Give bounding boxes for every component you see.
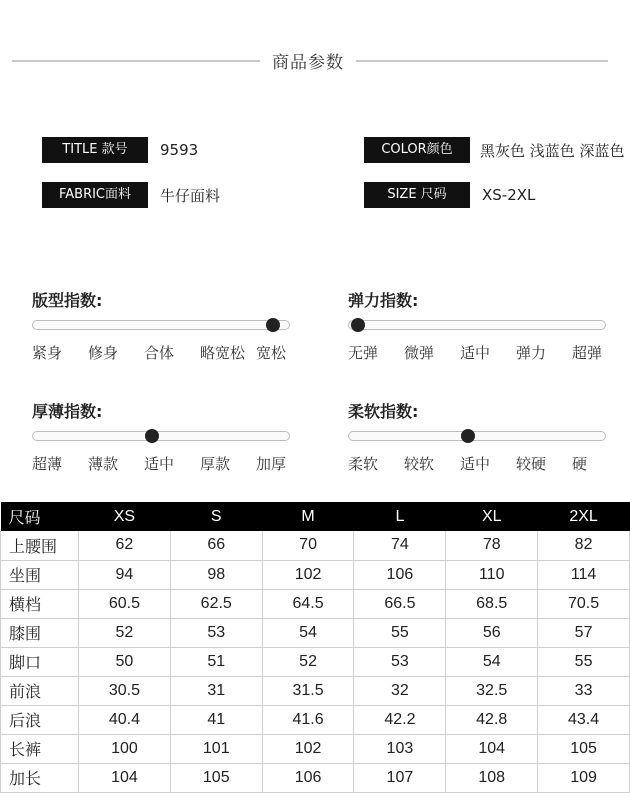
table-row	[1, 734, 630, 763]
header-cell: M	[262, 502, 354, 531]
row-label: 横档	[1, 589, 79, 618]
title-value: 9593	[160, 141, 199, 159]
table-cell: 98	[170, 560, 262, 589]
softness-label: 较硬	[516, 455, 547, 473]
thickness-label: 适中	[144, 455, 175, 473]
thickness-label: 加厚	[256, 455, 287, 473]
size-table-header	[1, 502, 630, 531]
table-cell: 55	[354, 618, 446, 647]
section-title: 商品参数	[272, 53, 344, 73]
table-cell: 104	[79, 763, 171, 792]
thickness-scale	[32, 399, 294, 473]
elasticity-label: 无弹	[348, 344, 379, 362]
table-cell: 110	[446, 560, 538, 589]
header-cell: 尺码	[1, 502, 79, 531]
table-cell: 55	[538, 647, 630, 676]
table-cell: 54	[446, 647, 538, 676]
elasticity-label: 适中	[460, 344, 491, 362]
table-cell: 53	[170, 618, 262, 647]
elasticity-scale-track	[348, 320, 606, 330]
elasticity-scale	[348, 288, 610, 362]
table-cell: 51	[170, 647, 262, 676]
fit-label: 紧身	[32, 344, 63, 362]
table-cell: 52	[262, 647, 354, 676]
thickness-scale-track	[32, 431, 290, 441]
table-row	[1, 618, 630, 647]
softness-scale-track	[348, 431, 606, 441]
table-cell: 68.5	[446, 589, 538, 618]
table-cell: 41	[170, 705, 262, 734]
thickness-label: 超薄	[32, 455, 63, 473]
divider-right	[356, 60, 608, 62]
softness-label: 较软	[404, 455, 435, 473]
table-row	[1, 589, 630, 618]
table-cell: 31.5	[262, 676, 354, 705]
table-cell: 82	[538, 531, 630, 560]
table-cell: 32.5	[446, 676, 538, 705]
elasticity-label: 微弹	[404, 344, 435, 362]
table-cell: 32	[354, 676, 446, 705]
param-fabric	[42, 182, 220, 208]
table-cell: 56	[446, 618, 538, 647]
table-cell: 114	[538, 560, 630, 589]
size-tag: SIZE 尺码	[364, 182, 470, 208]
table-row	[1, 676, 630, 705]
table-cell: 52	[79, 618, 171, 647]
row-label: 上腰围	[1, 531, 79, 560]
table-cell: 62.5	[170, 589, 262, 618]
row-label: 长裤	[1, 734, 79, 763]
table-cell: 74	[354, 531, 446, 560]
size-value: XS-2XL	[482, 186, 536, 204]
param-color	[364, 137, 625, 163]
table-cell: 31	[170, 676, 262, 705]
fit-label: 宽松	[256, 344, 287, 362]
header-cell: XL	[446, 502, 538, 531]
fit-label: 合体	[144, 344, 175, 362]
elasticity-label: 弹力	[516, 344, 547, 362]
table-cell: 57	[538, 618, 630, 647]
table-cell: 70	[262, 531, 354, 560]
row-label: 脚口	[1, 647, 79, 676]
fabric-value: 牛仔面料	[160, 186, 221, 205]
table-cell: 94	[79, 560, 171, 589]
table-cell: 104	[446, 734, 538, 763]
param-title	[42, 137, 198, 163]
row-label: 坐围	[1, 560, 79, 589]
table-cell: 103	[354, 734, 446, 763]
table-cell: 106	[354, 560, 446, 589]
softness-label: 柔软	[348, 455, 379, 473]
table-row	[1, 763, 630, 792]
fit-label: 修身	[88, 344, 119, 362]
header-cell: 2XL	[538, 502, 630, 531]
table-row	[1, 705, 630, 734]
table-cell: 41.6	[262, 705, 354, 734]
table-cell: 101	[170, 734, 262, 763]
table-cell: 66	[170, 531, 262, 560]
fit-scale-knob	[266, 318, 280, 332]
softness-scale	[348, 399, 610, 473]
row-label: 后浪	[1, 705, 79, 734]
elasticity-label: 超弹	[572, 344, 603, 362]
table-cell: 33	[538, 676, 630, 705]
table-row	[1, 560, 630, 589]
table-cell: 66.5	[354, 589, 446, 618]
table-cell: 102	[262, 734, 354, 763]
table-cell: 64.5	[262, 589, 354, 618]
fit-scale	[32, 288, 294, 362]
table-cell: 70.5	[538, 589, 630, 618]
elasticity-scale-knob	[351, 318, 365, 332]
fit-scale-title: 版型指数:	[32, 291, 103, 310]
header-cell: S	[170, 502, 262, 531]
elasticity-scale-title: 弹力指数:	[348, 291, 419, 310]
table-cell: 100	[79, 734, 171, 763]
softness-scale-title: 柔软指数:	[348, 402, 419, 421]
table-cell: 105	[170, 763, 262, 792]
color-tag: COLOR颜色	[364, 137, 470, 163]
thickness-scale-knob	[145, 429, 159, 443]
table-cell: 42.2	[354, 705, 446, 734]
table-cell: 50	[79, 647, 171, 676]
softness-label: 硬	[572, 455, 588, 473]
row-label: 前浪	[1, 676, 79, 705]
table-cell: 106	[262, 763, 354, 792]
table-cell: 102	[262, 560, 354, 589]
table-cell: 108	[446, 763, 538, 792]
fabric-tag: FABRIC面料	[42, 182, 148, 208]
fit-label: 略宽松	[200, 344, 246, 362]
softness-scale-knob	[461, 429, 475, 443]
table-row	[1, 531, 630, 560]
header-cell: XS	[79, 502, 171, 531]
softness-label: 适中	[460, 455, 491, 473]
color-value: 黑灰色 浅蓝色 深蓝色	[480, 141, 625, 160]
table-cell: 60.5	[79, 589, 171, 618]
thickness-scale-title: 厚薄指数:	[32, 402, 103, 421]
divider-left	[12, 60, 260, 62]
table-row	[1, 647, 630, 676]
table-cell: 40.4	[79, 705, 171, 734]
table-cell: 78	[446, 531, 538, 560]
table-cell: 62	[79, 531, 171, 560]
table-cell: 53	[354, 647, 446, 676]
size-table	[0, 502, 630, 793]
table-cell: 42.8	[446, 705, 538, 734]
fit-scale-track	[32, 320, 290, 330]
section-header	[0, 48, 630, 72]
header-cell: L	[354, 502, 446, 531]
thickness-label: 厚款	[200, 455, 231, 473]
table-cell: 105	[538, 734, 630, 763]
row-label: 加长	[1, 763, 79, 792]
thickness-label: 薄款	[88, 455, 119, 473]
table-cell: 107	[354, 763, 446, 792]
row-label: 膝围	[1, 618, 79, 647]
param-size	[364, 182, 535, 208]
table-cell: 54	[262, 618, 354, 647]
table-cell: 30.5	[79, 676, 171, 705]
table-cell: 109	[538, 763, 630, 792]
title-tag: TITLE 款号	[42, 137, 148, 163]
table-cell: 43.4	[538, 705, 630, 734]
